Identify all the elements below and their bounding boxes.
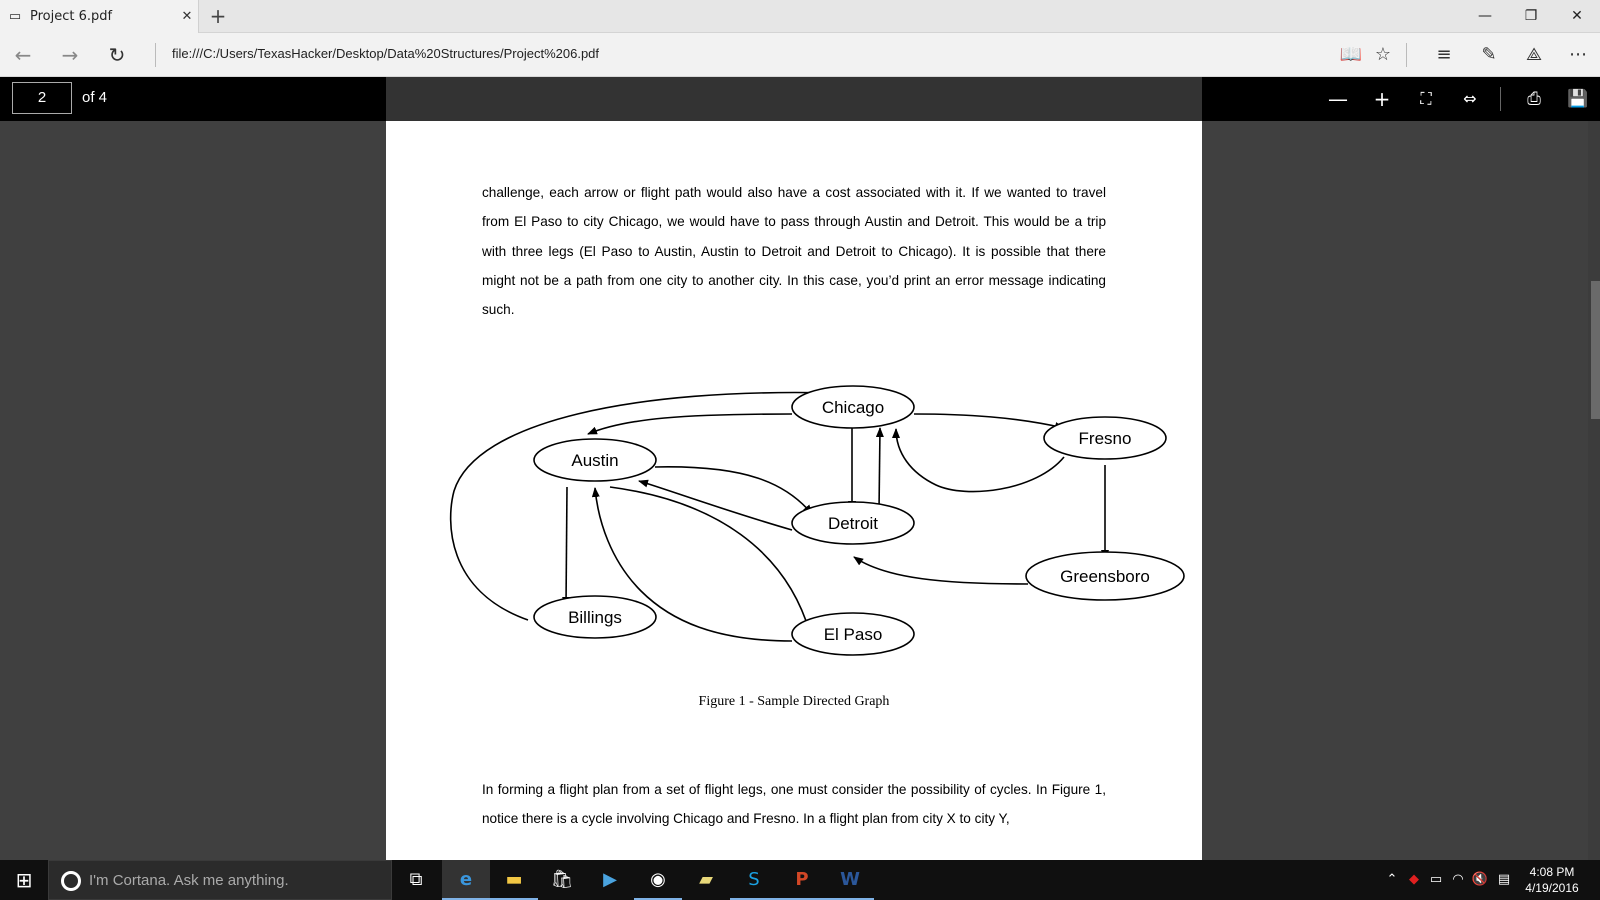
restore-button[interactable]: ❐: [1524, 8, 1538, 24]
back-button[interactable]: ←: [14, 43, 32, 67]
label-chicago: Chicago: [821, 398, 885, 417]
close-tab-icon[interactable]: ✕: [181, 9, 193, 24]
windows-start-icon[interactable]: ⊞: [15, 868, 33, 892]
divider: [1500, 87, 1501, 111]
label-billings: Billings: [568, 608, 622, 627]
vertical-scrollbar[interactable]: [1588, 121, 1600, 860]
tab-title: Project 6.pdf: [30, 9, 113, 24]
label-austin: Austin: [571, 451, 619, 470]
forward-button[interactable]: →: [61, 43, 79, 67]
edge-fresno-chicago: [896, 429, 1064, 492]
edge-austin-detroit: [655, 467, 812, 514]
pdf-toolbar: [0, 77, 1600, 121]
label-greensboro: Greensboro: [1060, 567, 1150, 586]
cortana-search-box[interactable]: [48, 860, 392, 900]
task-view-icon[interactable]: ⧉: [409, 869, 423, 890]
directed-graph-figure: [386, 121, 1202, 681]
skype-icon[interactable]: S: [730, 860, 778, 900]
powerpoint-icon[interactable]: P: [778, 860, 826, 900]
page-number-input[interactable]: 2: [12, 82, 72, 114]
fit-page-icon[interactable]: ⛶: [1420, 89, 1432, 108]
battery-icon[interactable]: ▭: [1429, 872, 1443, 887]
figure-caption: Figure 1 - Sample Directed Graph: [698, 694, 890, 709]
minimize-button[interactable]: —: [1478, 8, 1492, 24]
label-el-paso: El Paso: [823, 625, 883, 644]
acrobat-tray-icon[interactable]: ◆: [1409, 872, 1419, 887]
edge-chicago-austin: [588, 414, 792, 434]
pdf-page: [386, 121, 1202, 860]
navigation-bar: [0, 33, 1600, 77]
taskbar: [0, 860, 1600, 900]
close-window-button[interactable]: ✕: [1571, 8, 1583, 24]
edge-detroit-chicago: [879, 428, 880, 511]
web-note-icon[interactable]: ✎: [1481, 44, 1497, 65]
divider: [155, 43, 156, 67]
edge-chicago-fresno: [914, 414, 1064, 428]
page-icon: ▭: [8, 9, 22, 24]
reading-view-icon[interactable]: 📖: [1339, 44, 1363, 65]
edge-detroit-austin: [639, 481, 792, 530]
save-icon[interactable]: 💾: [1567, 89, 1589, 109]
toolbar-center-area: [386, 77, 1202, 121]
clock-date: 4/19/2016: [1525, 881, 1579, 895]
scrollbar-thumb[interactable]: [1591, 281, 1600, 419]
paragraph-1: challenge, each arrow or flight path would also have a cost associated with it. If we wanted to travel from El Paso to city Chicago, we would have to pass through Austin and Detroit. This would be a trip with three legs (El Paso to Austin, Austin to Detroit and Detroit to Chicago). It is possible that there might not be a path from one city to another city. In this case, you’d print an error message indicating such.: [482, 185, 1106, 318]
media-player-icon[interactable]: ▶: [603, 869, 617, 890]
favorite-star-icon[interactable]: ☆: [1374, 44, 1392, 65]
tab-bar: [0, 0, 1600, 33]
edge-austin-billings: [566, 487, 567, 606]
edge-billings-chicago: [451, 393, 834, 620]
file-explorer-icon[interactable]: ▬: [490, 860, 538, 900]
hub-icon[interactable]: ≡: [1436, 44, 1452, 65]
zoom-in-icon[interactable]: +: [1373, 87, 1391, 111]
action-center-icon[interactable]: ▤: [1497, 872, 1511, 887]
new-tab-button[interactable]: +: [209, 4, 227, 28]
print-icon[interactable]: ⎙: [1527, 89, 1541, 109]
divider: [1406, 43, 1407, 67]
word-icon[interactable]: W: [826, 860, 874, 900]
edge-greensboro-detroit: [854, 557, 1028, 584]
zoom-out-icon[interactable]: —: [1328, 87, 1348, 111]
cortana-placeholder: I'm Cortana. Ask me anything.: [89, 872, 289, 889]
clock-time: 4:08 PM: [1529, 865, 1575, 879]
fit-width-icon[interactable]: ⇔: [1463, 89, 1477, 108]
edge-icon[interactable]: e: [442, 860, 490, 900]
show-hidden-icons-icon[interactable]: ⌃: [1386, 872, 1398, 887]
pdf-viewer[interactable]: [0, 121, 1600, 860]
system-clock[interactable]: [1516, 864, 1588, 896]
more-icon[interactable]: ⋯: [1569, 44, 1587, 65]
folder-icon[interactable]: ▰: [699, 869, 713, 890]
refresh-button[interactable]: ↻: [108, 43, 126, 67]
paragraph-2: In forming a flight plan from a set of flight legs, one must consider the possibility of cycles. In Figure 1, notice there is a cycle involving Chicago and Fresno. In a flight plan from city X to city Y,: [482, 782, 1106, 827]
store-icon[interactable]: 🛍: [550, 869, 574, 890]
cortana-icon: [61, 871, 81, 891]
page-count-label: of 4: [82, 89, 108, 106]
address-bar[interactable]: file:///C:/Users/TexasHacker/Desktop/Data%20Structures/Project%206.pdf: [172, 46, 600, 61]
chrome-icon[interactable]: ◉: [634, 860, 682, 900]
tab-project-pdf[interactable]: [0, 0, 199, 33]
label-fresno: Fresno: [1078, 429, 1132, 448]
volume-muted-icon[interactable]: 🔇: [1471, 872, 1489, 887]
label-detroit: Detroit: [827, 514, 879, 533]
share-icon[interactable]: ⟁: [1525, 44, 1543, 65]
wifi-icon[interactable]: ◠: [1452, 872, 1464, 887]
